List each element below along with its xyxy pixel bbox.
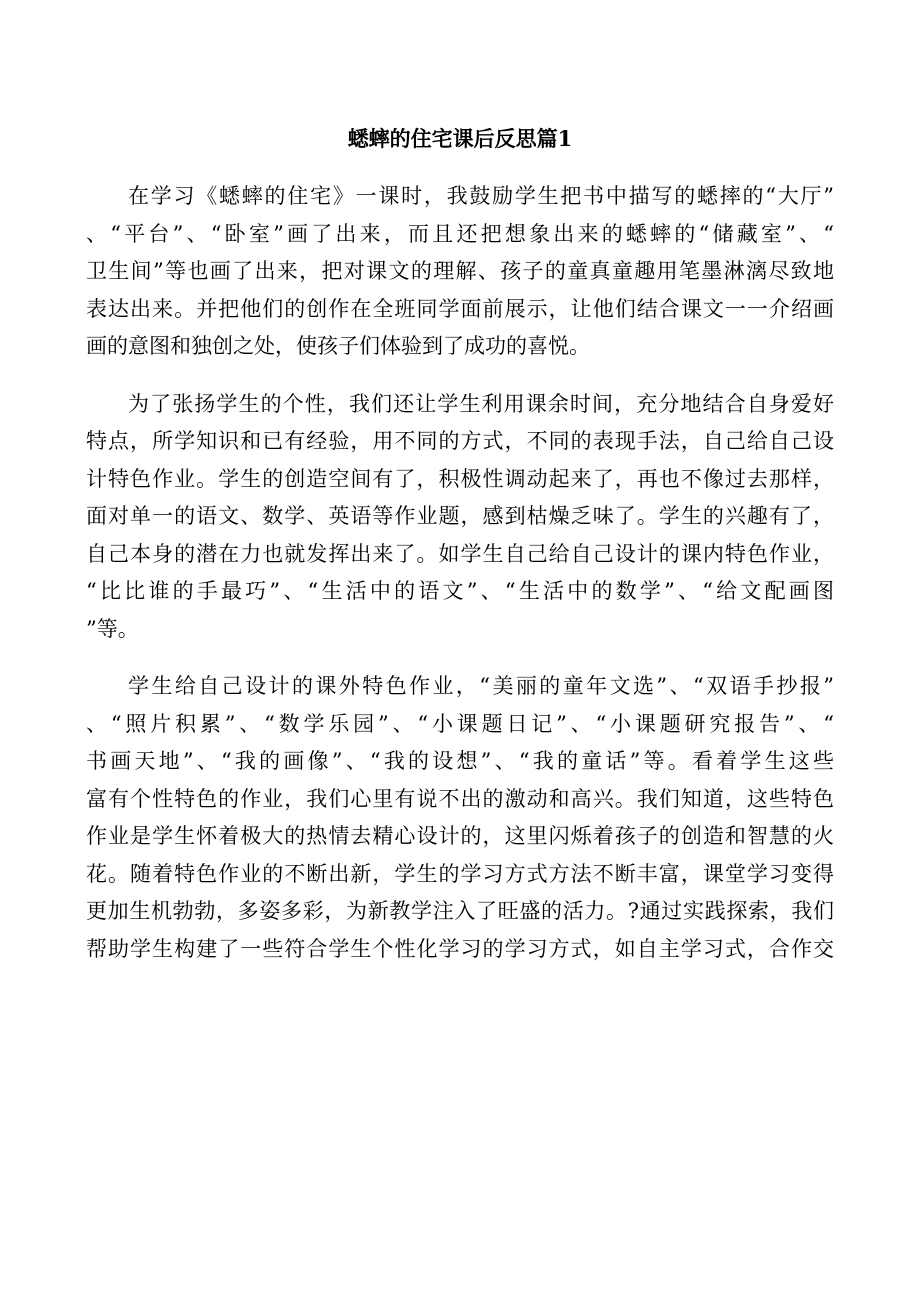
paragraph-line: 在学习《蟋蟀的住宅》一课时，我鼓励学生把书中描写的蟋摔的“大厅” xyxy=(128,184,834,208)
paragraph-line: 、“照片积累”、“数学乐园”、“小课题日记”、“小课题研究报告”、“ xyxy=(86,711,834,736)
paragraph-line: 面对单一的语文、数学、英语等作业题，感到枯燥乏味了。学生的兴趣有了， xyxy=(86,504,834,528)
paragraph-line: 帮助学生构建了一些符合学生个性化学习的学习方式，如自主学习式，合作交 xyxy=(86,936,834,961)
paragraph-line: 学生给自己设计的课外特色作业，“美丽的童年文选”、“双语手抄报” xyxy=(128,674,834,698)
document-title: 蟋蟀的住宅课后反思篇1 xyxy=(347,126,573,151)
paragraph-line: 计特色作业。学生的创造空间有了，积极性调动起来了，再也不像过去那样， xyxy=(86,466,834,491)
paragraph-line: 、“平台”、“卧室”画了出来，而且还把想象出来的蟋蟀的“储藏室”、“ xyxy=(86,221,834,246)
paragraph-line: 卫生间”等也画了出来，把对课文的理解、孩子的童真童趣用笔墨淋漓尽致地 xyxy=(86,259,834,283)
paragraph-2 xyxy=(86,386,834,649)
paragraph-line: 花。随着特色作业的不断出新，学生的学习方式方法不断丰富，课堂学习变得 xyxy=(86,861,834,886)
paragraph-line: 更加生机勃勃，多姿多彩，为新教学注入了旺盛的活力。?通过实践探索，我们 xyxy=(86,899,834,923)
paragraph-line: 自己本身的潜在力也就发挥出来了。如学生自己给自己设计的课内特色作业， xyxy=(86,541,834,566)
paragraph-line: 特点，所学知识和已有经验，用不同的方式，不同的表现手法，自己给自己设 xyxy=(86,429,834,453)
paragraph-line: 书画天地”、“我的画像”、“我的设想”、“我的童话”等。看着学生这些 xyxy=(86,749,834,773)
paragraph-line: 作业是学生怀着极大的热情去精心设计的，这里闪烁着孩子的创造和智慧的火 xyxy=(86,824,834,848)
paragraph-line: 为了张扬学生的个性，我们还让学生利用课余时间，充分地结合自身爱好 xyxy=(128,391,834,416)
paragraph-line: “比比谁的手最巧”、“生活中的语文”、“生活中的数学”、“给文配画图 xyxy=(86,579,834,603)
paragraph-1 xyxy=(86,178,834,366)
paragraph-line: 表达出来。并把他们的创作在全班同学面前展示，让他们结合课文一一介绍画 xyxy=(86,296,834,321)
paragraph-line: ”等。 xyxy=(86,616,139,641)
paragraph-line: 富有个性特色的作业，我们心里有说不出的激动和高兴。我们知道，这些特色 xyxy=(86,786,834,811)
paragraph-3 xyxy=(86,668,834,968)
paragraph-line: 画的意图和独创之处，使孩子们体验到了成功的喜悦。 xyxy=(86,334,590,358)
